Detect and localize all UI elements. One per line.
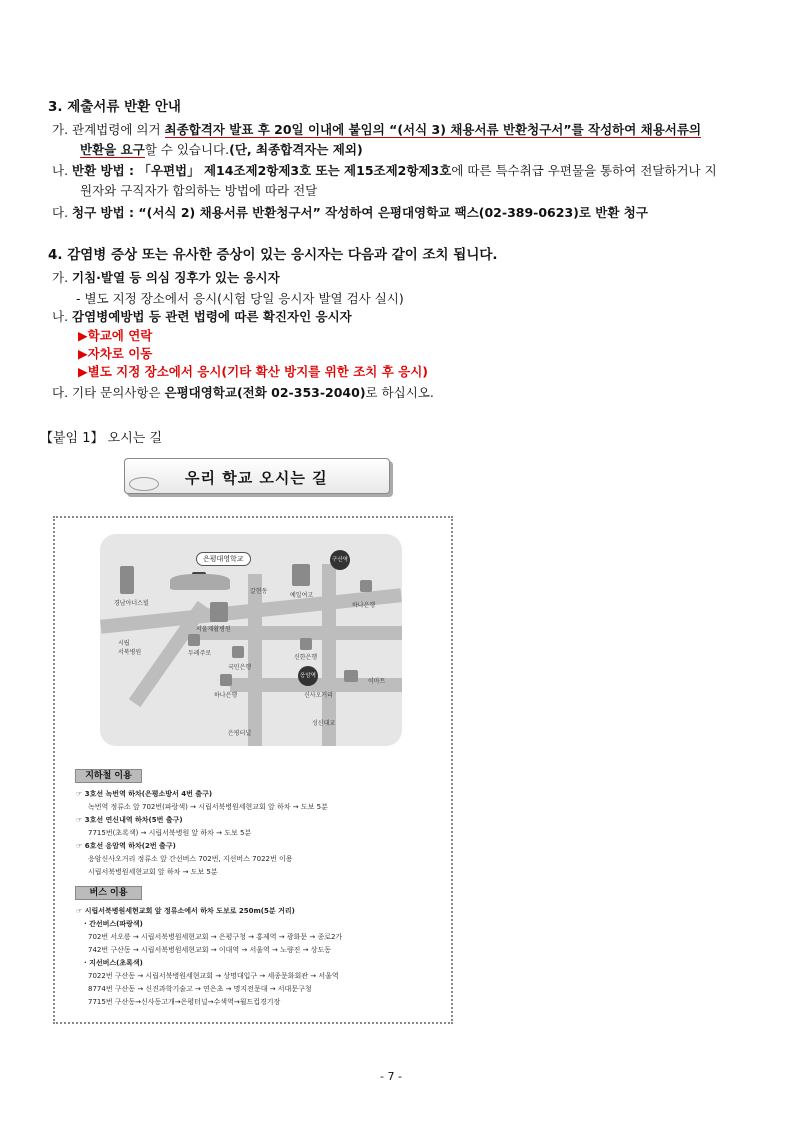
bus-line: · 지선버스(초록색) — [84, 959, 143, 967]
building-icon — [300, 638, 312, 650]
item-a-underlined: 최종합격자 발표 후 20일 이내에 붙임의 “(서식 3) 채용서류 반환청구서”를 작성하여 채용서류의 — [164, 122, 702, 137]
item-b-rest: 에 따른 특수취급 우편물을 통하여 전달하거나 지 — [451, 163, 717, 178]
map-label: 성신대교 — [312, 720, 336, 727]
section4-title: 4. 감염병 증상 또는 유사한 증상이 있는 응시자는 다음과 같이 조치 됩니다. — [48, 247, 498, 263]
item-a2-rest: 할 수 있습니다. — [144, 142, 230, 157]
building-icon — [232, 646, 244, 658]
bus-line: 7715번 구산동→신사동고개→은평터널→수색역→월드컵경기장 — [88, 998, 281, 1006]
subway-line: ☞ 3호선 녹번역 하차(은평소방서 4번 출구) — [76, 790, 213, 798]
item-b-prefix: 나. — [52, 163, 73, 178]
map-label: 두레주로 — [188, 650, 212, 657]
item-c-rest: 로 하십시오. — [365, 385, 434, 400]
map-label: 서울재활병원 — [196, 626, 231, 633]
section3-item-c — [52, 203, 648, 221]
bus-line: 702번 서오릉 → 시립서북병원세현교회 → 은평구청 → 홍제역 → 광화문 → 종로2가 — [88, 933, 343, 941]
page-number: - 7 - — [380, 1070, 402, 1083]
map-label: 경남아너스빌 — [114, 600, 149, 607]
bus-line: 742번 구산동 → 시립서북병원세현교회 → 이대역 → 서울역 → 노량진 → 상도동 — [88, 946, 331, 954]
building-icon — [220, 674, 232, 686]
building-icon — [360, 580, 372, 592]
section3-item-b — [52, 161, 717, 179]
item-c-prefix: 다. 기타 문의사항은 — [52, 385, 165, 400]
bus-line: · 간선버스(파랑색) — [84, 920, 143, 928]
item-b-bold: 반환 방법 : 「우편법」 제14조제2항제3호 또는 제15조제2항제3호 — [72, 163, 452, 178]
banner-title: 우리 학교 오시는 길 — [185, 469, 328, 487]
school-grounds-icon — [170, 574, 230, 590]
location-map — [100, 534, 402, 746]
item-a2-underlined: 반환을 요구 — [80, 142, 145, 157]
subway-line: 시립서북병원세현교회 앞 하차 → 도보 5분 — [88, 868, 218, 876]
item-c-bold: 은평대영학교(전화 02-353-2040) — [164, 385, 366, 400]
section4-item-a — [52, 268, 280, 286]
map-label: 신한은행 — [294, 654, 318, 661]
section3-title: 3. 제출서류 반환 안내 — [48, 99, 181, 115]
subway-line: 응암신사오거리 정류소 앞 간선버스 702번, 지선버스 7022번 이용 — [88, 855, 293, 863]
item-a-prefix: 가. 관계법령에 의거 — [52, 122, 165, 137]
section4-b-item-1: ▶학교에 연락 — [78, 328, 153, 343]
bus-tag: 버스 이용 — [75, 886, 142, 900]
map-label: 하나은행 — [352, 602, 376, 609]
item-c-prefix: 다. — [52, 205, 73, 220]
map-road — [248, 574, 262, 746]
section4-item-c — [52, 383, 434, 401]
map-label: 시립 서북병원 — [118, 640, 142, 656]
map-eungam-station: 응암역 — [298, 666, 318, 686]
item-a-prefix: 가. — [52, 270, 73, 285]
map-gusan-station: 구산역 — [330, 550, 350, 570]
directions-banner — [124, 458, 390, 494]
item-a-bold: 기침·발열 등 의심 징후가 있는 응시자 — [72, 270, 280, 285]
item-b-prefix: 나. — [52, 309, 73, 324]
map-school-label: 은평대영학교 — [196, 552, 251, 566]
attachment-title: 【붙임 1】 오시는 길 — [40, 431, 163, 446]
map-label: 은평터널 — [228, 730, 252, 737]
item-c-bold: 청구 방법 : “(서식 2) 채용서류 반환청구서” 작성하여 은평대영학교 팩스(02-389-0623)로 반환 청구 — [72, 205, 648, 220]
section3-item-a-cont — [80, 140, 363, 158]
building-icon — [292, 564, 310, 586]
section3-item-b-cont: 원자와 구직자가 합의하는 방법에 따라 전달 — [80, 183, 318, 198]
building-icon — [120, 566, 134, 594]
map-label: 국민은행 — [228, 664, 252, 671]
building-icon — [344, 670, 358, 682]
bus-line: ☞ 시립서북병원세현교회 앞 정류소에서 하차 도보로 250m(5분 거리) — [76, 907, 295, 915]
building-icon — [210, 602, 228, 622]
item-a2-note: (단, 최종합격자는 제외) — [229, 142, 363, 157]
bus-line: 8774번 구산동 → 신진과학기술고 → 연은초 → 명지전문대 → 서대문구청 — [88, 985, 312, 993]
map-label: 이마트 — [368, 678, 386, 685]
section4-item-a-sub: - 별도 지정 장소에서 응시(시험 당일 응시자 발열 검사 실시) — [76, 291, 404, 306]
subway-line: 7715번(초록색) → 시립서북병원 앞 하차 → 도보 5분 — [88, 829, 252, 837]
decoration-icon — [129, 477, 159, 491]
building-icon — [188, 634, 200, 646]
subway-line: ☞ 6호선 응암역 하차(2번 출구) — [76, 842, 176, 850]
section3-item-a — [52, 120, 701, 138]
section4-item-b — [52, 307, 352, 325]
section4-b-item-3: ▶별도 지정 장소에서 응시(기타 확산 방지를 위한 조치 후 응시) — [78, 364, 429, 379]
subway-line: ☞ 3호선 연신내역 하차(5번 출구) — [76, 816, 183, 824]
map-label: 예일여고 — [290, 592, 314, 599]
subway-tag: 지하철 이용 — [75, 769, 142, 783]
map-label: 하나은행 — [214, 692, 238, 699]
item-b-bold: 감염병예방법 등 관련 법령에 따른 확진자인 응시자 — [72, 309, 352, 324]
map-label: 신사오거리 — [304, 692, 333, 699]
map-label: 갈현동 — [250, 588, 268, 595]
section4-b-item-2: ▶자차로 이동 — [78, 346, 153, 361]
subway-line: 녹번역 정류소 앞 702번(파랑색) → 시립서북병원세현교회 앞 하차 → 도보 5분 — [88, 803, 328, 811]
bus-line: 7022번 구산동 → 시립서북병원세현교회 → 상명대입구 → 세종문화회관 → 서울역 — [88, 972, 339, 980]
